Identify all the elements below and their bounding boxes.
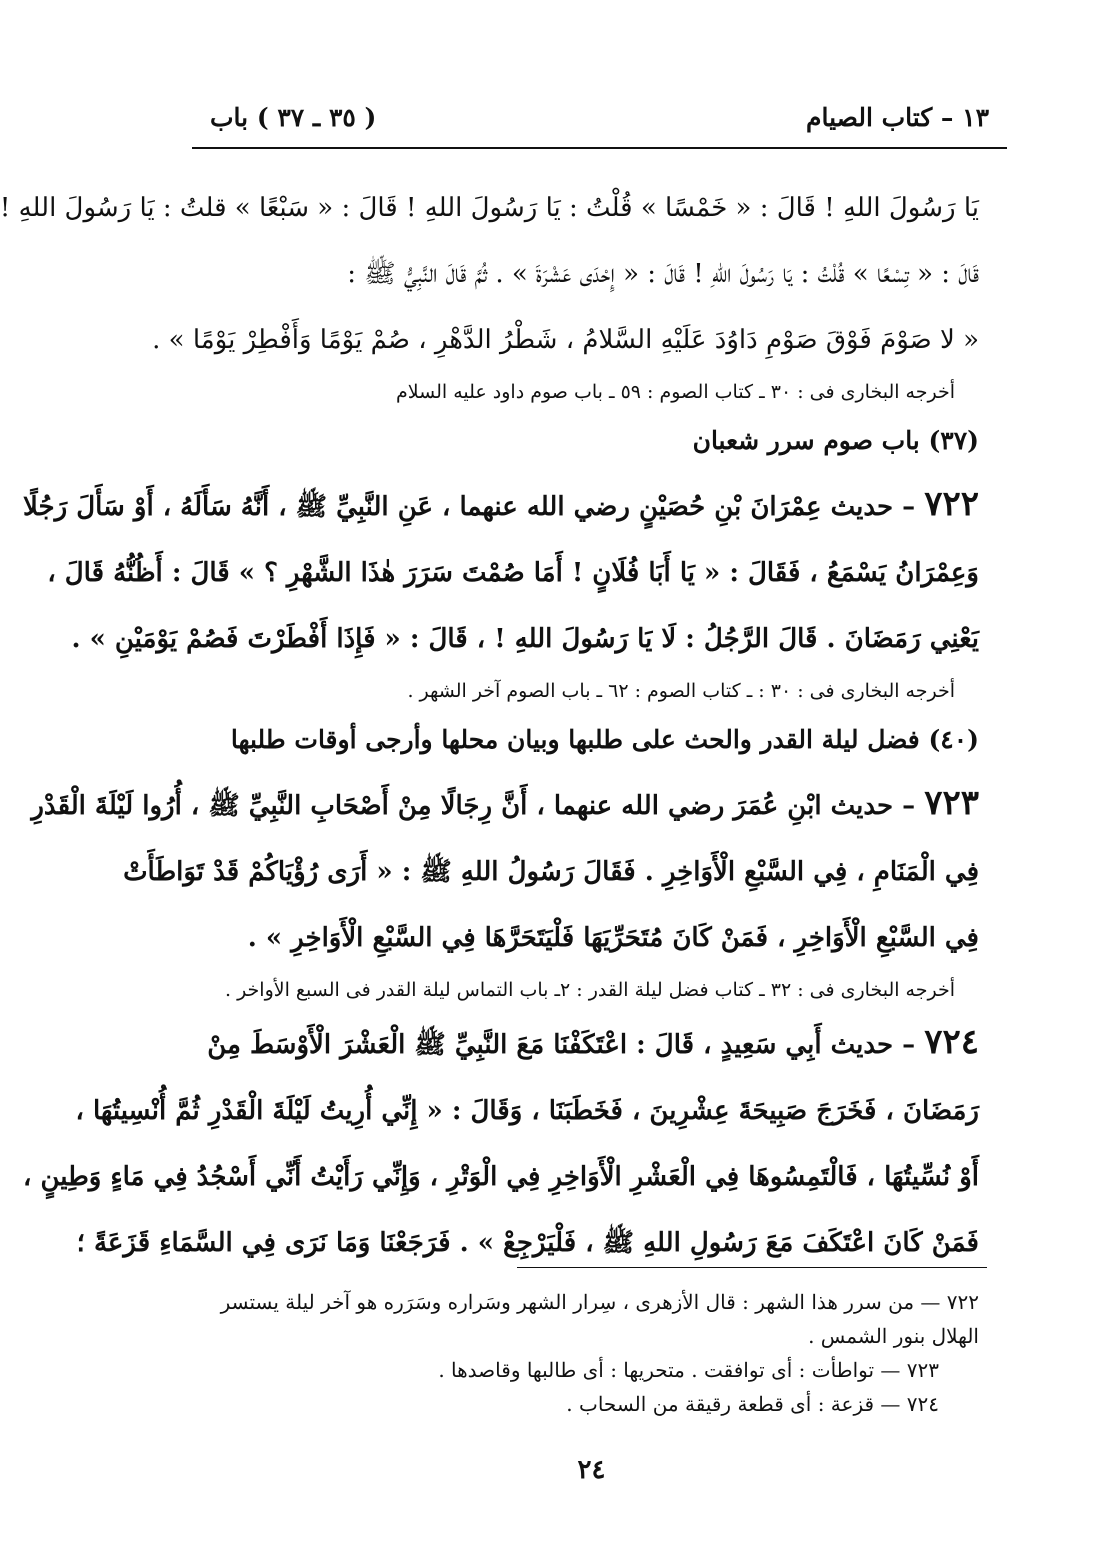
footnote: الهلال بنور الشمس . (808, 1324, 979, 1348)
hadith-number: ٧٢٤ (924, 1022, 979, 1062)
page-number: ٢٤ (577, 1455, 606, 1485)
running-header (192, 95, 1007, 149)
hadith-line: فِي الْمَنَامِ ، فِي السَّبْعِ الْأَوَاخِرِ . فَقَالَ رَسُولُ اللهِ ﷺ : « أَرَى رُؤْيَاكُمْ قَدْ تَوَاطَأَتْ (123, 857, 979, 887)
hadith-line: يَا رَسُولَ اللهِ ! قَالَ : « خَمْسًا » قُلْتُ : يَا رَسُولَ اللهِ ! قَالَ : « سَبْعًا » قلتُ : يَا رَسُولَ اللهِ ! (0, 193, 979, 223)
footnote: ٧٢٣ — تواطأت : أى توافقت . متحريها : أى طالبها وقاصدها . (438, 1358, 939, 1382)
main-text (0, 175, 979, 1276)
hadith-line: فِي السَّبْعِ الْأَوَاخِرِ ، فَمَنْ كَانَ مُتَحَرِّيَهَا فَلْيَتَحَرَّهَا فِي السَّبْعِ الْأَوَاخِرِ » . (247, 923, 979, 953)
hadith-source: أخرجه البخارى فى : ٣٢ ـ كتاب فضل ليلة القدر : ٢ـ باب التماس ليلة القدر فى السبع الأواخر . (224, 979, 955, 1001)
footnote: ٧٢٤ — قزعة : أى قطعة رقيقة من السحاب . (566, 1392, 939, 1416)
hadith-line: رَمَضَانَ ، فَخَرَجَ صَبِيحَةَ عِشْرِينَ ، فَخَطَبَنَا ، وَقَالَ : « إِنِّي أُرِيتُ لَيْلَةَ الْقَدْرِ ثُمَّ أُنْسِيتُهَا ، (75, 1096, 979, 1126)
section-heading: (٣٧) باب صوم سرر شعبان (692, 426, 979, 455)
hadith-line (147, 1009, 979, 1078)
hadith-line: فَمَنْ كَانَ اعْتَكَفَ مَعَ رَسُولِ اللهِ ﷺ ، فَلْيَرْجِعْ » . فَرَجَعْنَا وَمَا نَرَى فِي السَّمَاءِ قَزَعَةً ؛ (76, 1228, 979, 1258)
footnotes (147, 1285, 979, 1421)
hadith-line: قَالَ : « تِسْعًا » قُلْتُ : يَا رَسُولَ اللهِ ! قَالَ : « إِحْدَى عَشْرَةَ » . ثُمَّ قَالَ النَّبِيُّ ﷺ : (347, 259, 979, 289)
hadith-line: يَعْنِي رَمَضَانَ . قَالَ الرَّجُلُ : لَا يَا رَسُولَ اللهِ ! ، قَالَ : « فَإِذَا أَفْطَرْتَ فَصُمْ يَوْمَيْنِ » . (71, 624, 979, 654)
hadith-source: أخرجه البخارى فى : ٣٠ ـ كتاب الصوم : ٥٩ ـ باب صوم داود عليه السلام (396, 381, 955, 403)
section-heading: (٤٠) فضل ليلة القدر والحث على طلبها وبيان محلها وأرجى أوقات طلبها (230, 725, 979, 754)
hadith-number: ٧٢٣ (924, 783, 979, 823)
hadith-line: أَوْ نُسِّيتُهَا ، فَالْتَمِسُوهَا فِي الْعَشْرِ الْأَوَاخِرِ فِي الْوَتْرِ ، وَإِنِّي رَأَيْتُ أَنِّي أَسْجُدُ فِي مَاءٍ وَطِينٍ ، (23, 1162, 979, 1192)
footnote-divider (517, 1267, 987, 1268)
hadith-line (31, 770, 979, 839)
footnote: ٧٢٢ — من سرر هذا الشهر : قال الأزهرى ، سِرار الشهر وسَرار‌ه وسَرَره هو آخر ليلة يستسر (220, 1290, 979, 1314)
hadith-text: – حديث عِمْرَانَ بْنِ حُصَيْنٍ رضي الله عنهما ، عَنِ النَّبِيِّ ﷺ ، أَنَّهُ سَأَلَهُ ، أَوْ سَأَلَ رَجُلًا (23, 492, 916, 522)
chapter-title: ١٣ – كتاب الصيام (806, 103, 989, 132)
hadith-number: ٧٢٢ (924, 484, 979, 524)
hadith-text: – حديث أَبِي سَعِيدٍ ، قَالَ : اعْتَكَفْنَا مَعَ النَّبِيِّ ﷺ الْعَشْرَ الْأَوْسَطَ مِنْ (207, 1030, 916, 1060)
hadith-line (23, 471, 979, 540)
hadith-line: « لا صَوْمَ فَوْقَ صَوْمِ دَاوُدَ عَلَيْهِ السَّلامُ ، شَطْرُ الدَّهْرِ ، صُمْ يَوْمًا وَأَفْطِرْ يَوْمًا » . (152, 325, 979, 355)
hadith-source: أخرجه البخارى فى : ٣٠ : ـ كتاب الصوم : ٦٢ ـ باب الصوم آخر الشهر . (407, 680, 955, 702)
hadith-text: – حديث ابْنِ عُمَرَ رضي الله عنهما ، أَنَّ رِجَالًا مِنْ أَصْحَابِ النَّبِيِّ ﷺ ، أُرُوا لَيْلَةَ الْقَدْرِ (31, 791, 916, 821)
section-range: ( ٣٥ ـ ٣٧ ) باب (210, 103, 377, 132)
hadith-line: وَعِمْرَانُ يَسْمَعُ ، فَقَالَ : « يَا أَبَا فُلَانٍ ! أَمَا صُمْتَ سَرَرَ هٰذَا الشَّهْرِ ؟ » قَالَ : أَظُنُّهُ قَالَ ، (47, 558, 979, 588)
